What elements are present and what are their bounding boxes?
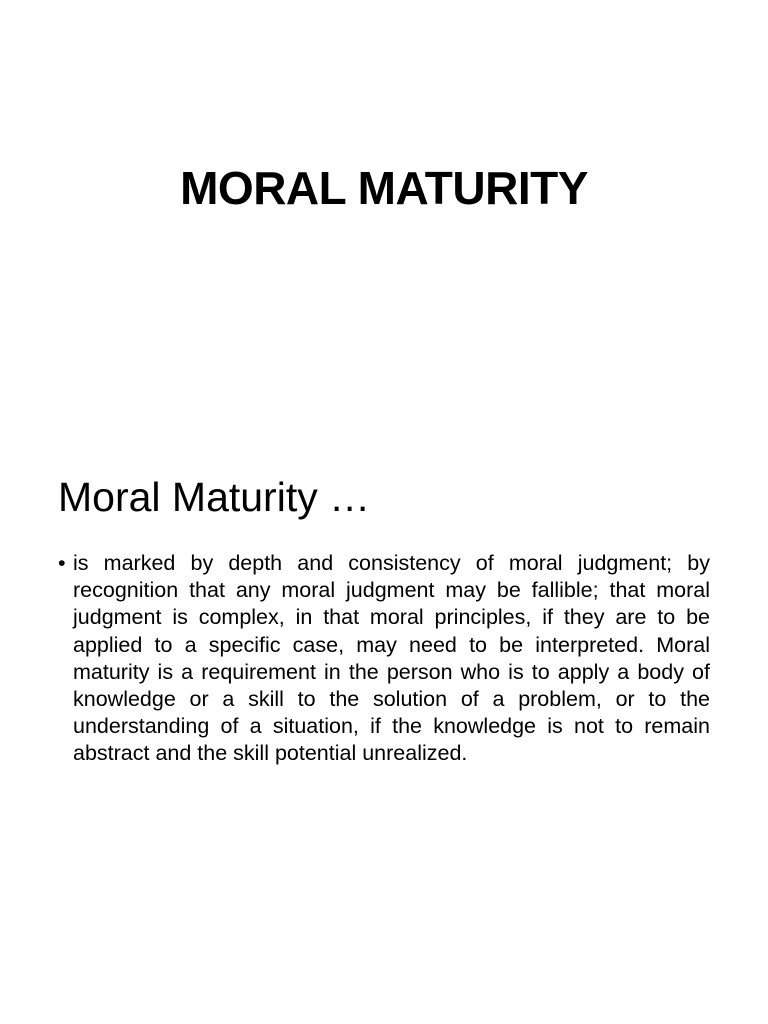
bullet-list (58, 550, 710, 768)
bullet-item (58, 550, 710, 768)
section-heading: Moral Maturity … (58, 474, 371, 520)
slide-title: MORAL MATURITY (180, 162, 588, 214)
bullet-text: is marked by depth and consistency of moral judgment; by recognition that any moral judgment may be fallible; that moral judgment is complex, in that moral principles, if they are to be applied to a specific case, may need to be interpreted. Moral maturity is a requirement in the person who is to apply a body of knowledge or a skill to the solution of a problem, or to the understanding of a situation, if the knowledge is not to remain abstract and the skill potential unrealized. (73, 551, 710, 766)
bullet-marker: • (58, 551, 66, 575)
